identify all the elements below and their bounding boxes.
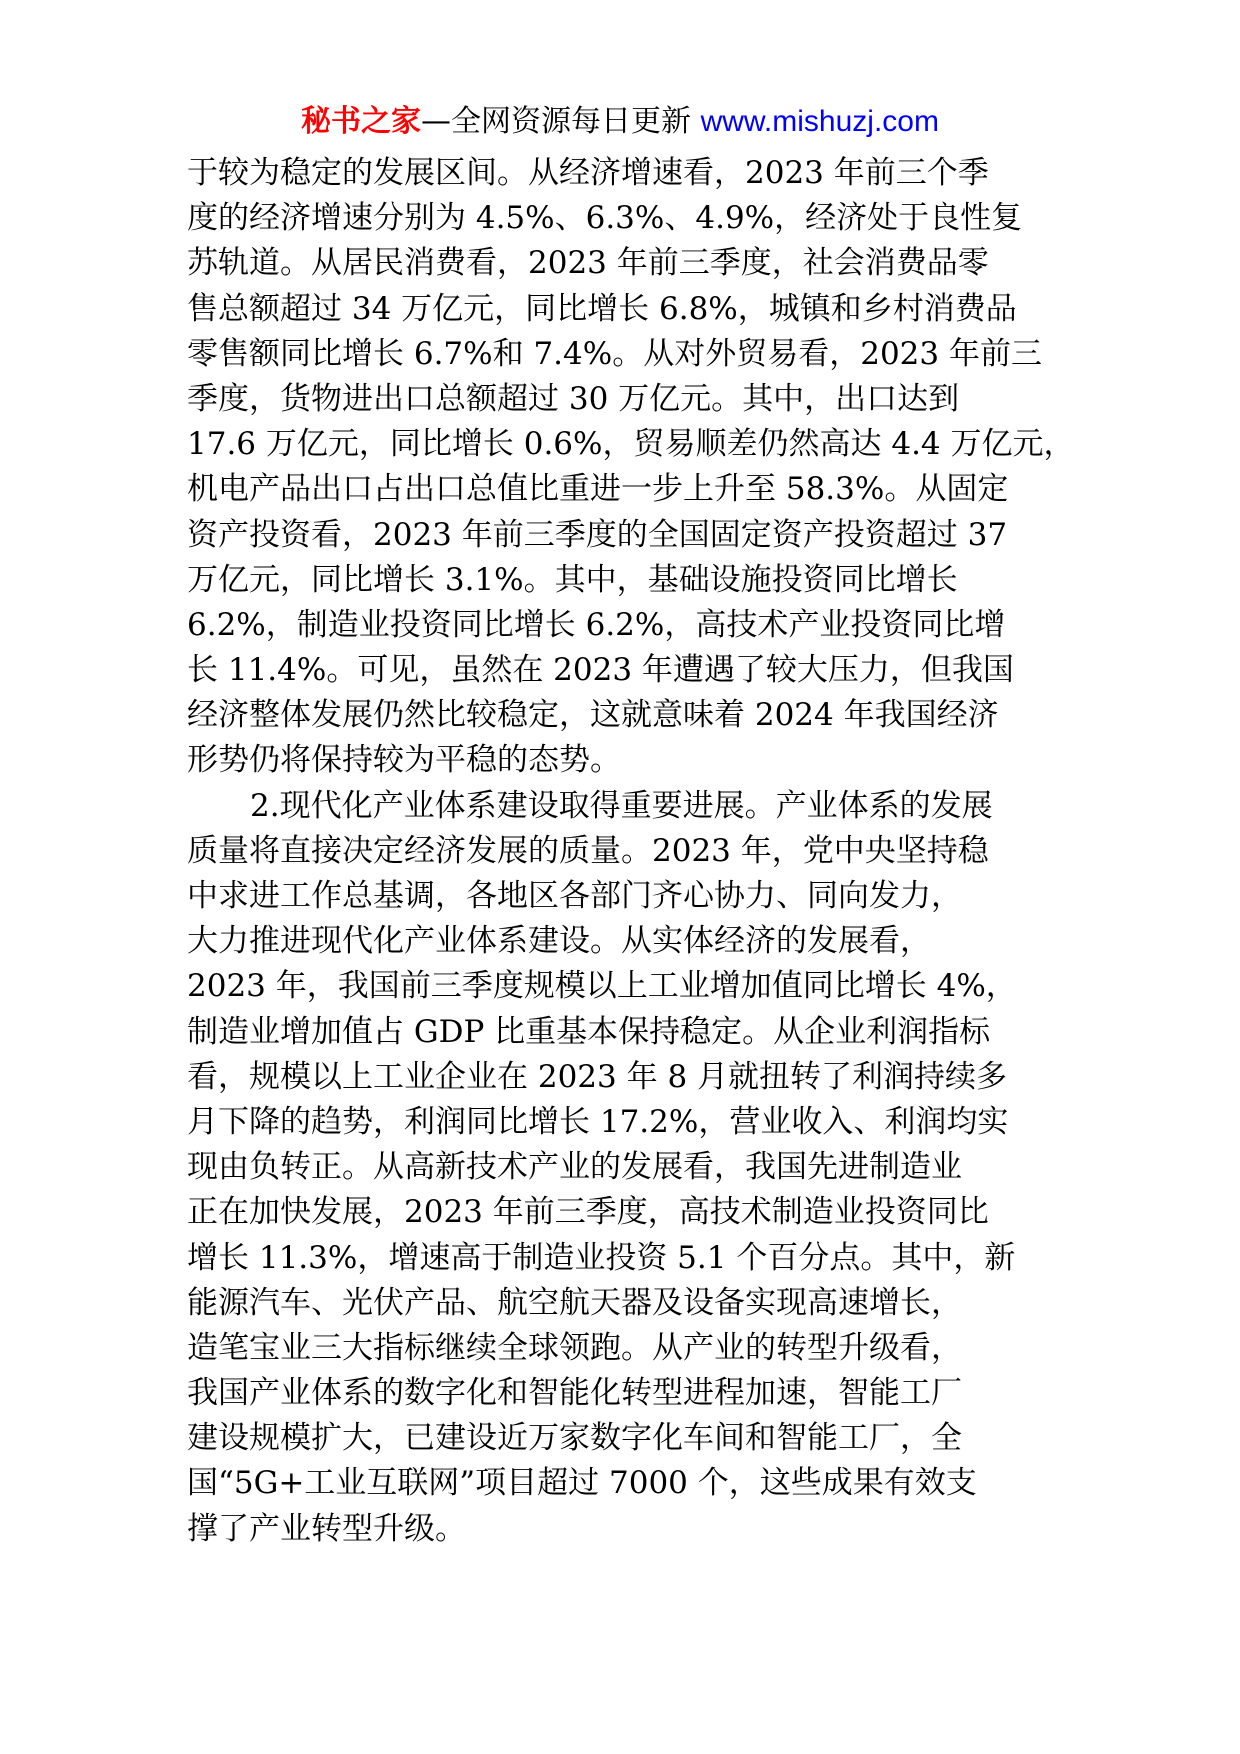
text-line: 苏轨道。从居民消费看，2023 年前三季度，社会消费品零 <box>187 245 989 282</box>
text-line: 现由负转正。从高新技术产业的发展看，我国先进制造业 <box>187 1149 962 1186</box>
text-line: 形势仍将保持较为平稳的态势。 <box>187 742 621 779</box>
paragraph-2 <box>187 784 1067 1552</box>
text-line: 6.2%，制造业投资同比增长 6.2%，高技术产业投资同比增 <box>187 606 1006 643</box>
text-line: 机电产品出口占出口总值比重进一步上升至 58.3%。从固定 <box>187 471 1009 508</box>
text-line: 撑了产业转型升级。 <box>187 1510 466 1547</box>
text-line: 2023 年，我国前三季度规模以上工业增加值同比增长 4%， <box>187 968 1017 1005</box>
text-line: 制造业增加值占 GDP 比重基本保持稳定。从企业利润指标 <box>187 1013 991 1050</box>
text-line: 长 11.4%。可见，虽然在 2023 年遭遇了较大压力，但我国 <box>187 652 1014 689</box>
text-line: 我国产业体系的数字化和智能化转型进程加速，智能工厂 <box>187 1375 962 1412</box>
text-line: 经济整体发展仍然比较稳定，这就意味着 2024 年我国经济 <box>187 697 999 734</box>
brand-name: 秘书之家 <box>301 104 422 139</box>
text-line: 资产投资看，2023 年前三季度的全国固定资产投资超过 37 <box>187 516 1008 553</box>
page-header <box>0 100 1240 144</box>
text-line: 于较为稳定的发展区间。从经济增速看，2023 年前三个季 <box>187 155 989 191</box>
document-body <box>187 151 1075 1552</box>
text-line: 正在加快发展，2023 年前三季度，高技术制造业投资同比 <box>187 1194 989 1231</box>
text-line: 能源汽车、光伏产品、航空航天器及设备实现高速增长， <box>187 1284 962 1321</box>
text-line: 万亿元，同比增长 3.1%。其中，基础设施投资同比增长 <box>187 561 958 598</box>
site-url-link[interactable]: www.mishuzj.com <box>700 105 939 138</box>
text-line: 零售额同比增长 6.7%和 7.4%。从对外贸易看，2023 年前三 <box>187 335 1042 372</box>
header-tagline: —全网资源每日更新 <box>421 104 701 139</box>
text-line: 度的经济增速分别为 4.5%、6.3%、4.9%，经济处于良性复 <box>187 200 1023 237</box>
text-line: 中求进工作总基调，各地区各部门齐心协力、同向发力， <box>187 878 962 914</box>
text-line: 国“5G+工业互联网”项目超过 7000 个，这些成果有效支 <box>187 1465 977 1502</box>
text-line: 2.现代化产业体系建设取得重要进展。产业体系的发展 <box>250 787 993 824</box>
text-line: 增长 11.3%，增速高于制造业投资 5.1 个百分点。其中，新 <box>187 1239 1016 1276</box>
text-line: 月下降的趋势，利润同比增长 17.2%，营业收入、利润均实 <box>187 1103 1009 1140</box>
text-line: 看，规模以上工业企业在 2023 年 8 月就扭转了利润持续多 <box>187 1058 1008 1095</box>
text-line: 造笔宝业三大指标继续全球领跑。从产业的转型升级看， <box>187 1329 962 1366</box>
text-line: 建设规模扩大，已建设近万家数字化车间和智能工厂，全 <box>187 1420 962 1457</box>
text-line: 质量将直接决定经济发展的质量。2023 年，党中央坚持稳 <box>187 832 989 869</box>
text-line: 大力推进现代化产业体系建设。从实体经济的发展看， <box>187 923 931 960</box>
text-line: 季度，货物进出口总额超过 30 万亿元。其中，出口达到 <box>187 380 960 417</box>
text-line: 售总额超过 34 万亿元，同比增长 6.8%，城镇和乡村消费品 <box>187 290 1017 327</box>
text-line: 17.6 万亿元，同比增长 0.6%，贸易顺差仍然高达 4.4 万亿元， <box>187 426 1075 463</box>
paragraph-1 <box>187 151 1075 784</box>
